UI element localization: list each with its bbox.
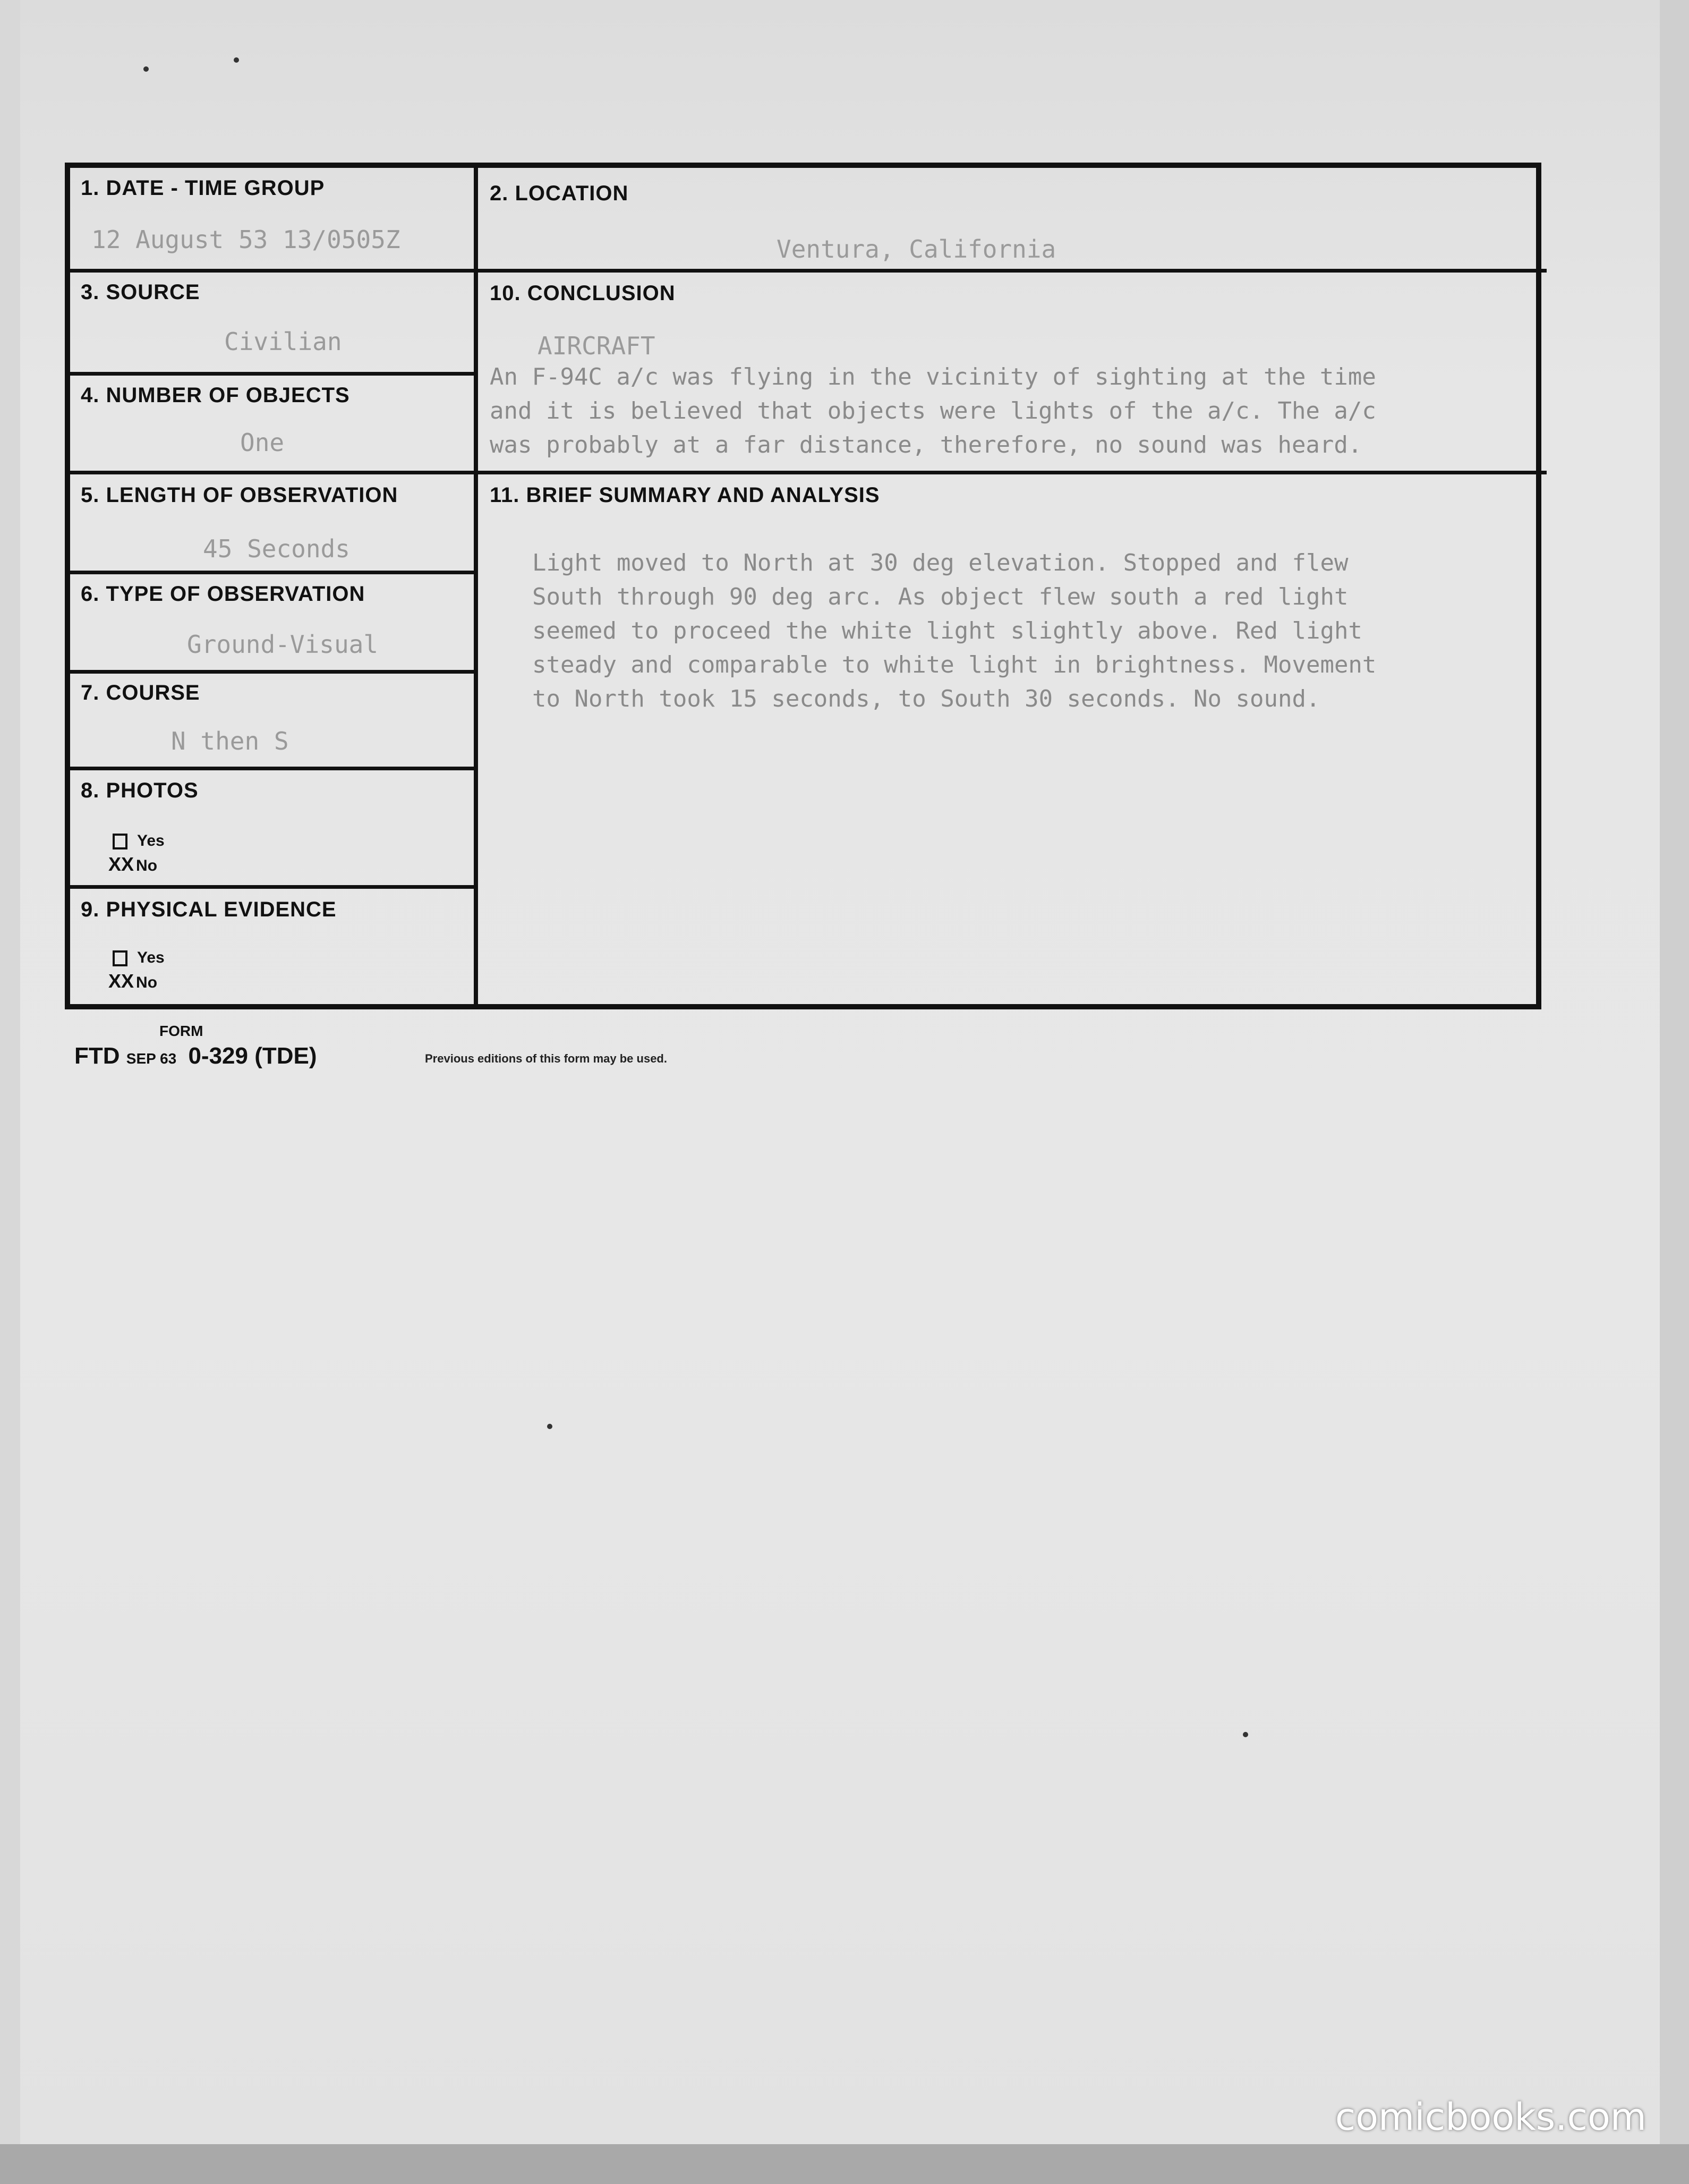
row-divider (70, 767, 474, 770)
scan-speck (234, 57, 239, 63)
row-divider (474, 269, 1547, 273)
watermark: comicbooks.com (1335, 2095, 1647, 2139)
source-label: 3. SOURCE (81, 281, 200, 304)
source-value: Civilian (224, 327, 342, 356)
column-divider (474, 168, 478, 1004)
date-time-label: 1. DATE - TIME GROUP (81, 176, 325, 200)
physical-evidence-no-option[interactable] (108, 970, 157, 992)
checked-x-icon: XX (108, 853, 134, 875)
footer-form-word: FORM (159, 1023, 203, 1039)
scan-edge-right (1660, 0, 1689, 2184)
scan-edge-bottom (0, 2144, 1689, 2184)
length-of-observation-label: 5. LENGTH OF OBSERVATION (81, 483, 398, 507)
number-of-objects-value: One (240, 428, 285, 457)
photos-no-label: No (136, 857, 158, 874)
footer-form-id (74, 1043, 317, 1069)
conclusion-label: 10. CONCLUSION (490, 282, 676, 305)
checkbox-empty-icon (113, 834, 127, 849)
scan-speck (1243, 1732, 1248, 1737)
photos-yes-option[interactable] (113, 832, 165, 850)
location-label: 2. LOCATION (490, 182, 629, 205)
summary-label: 11. BRIEF SUMMARY AND ANALYSIS (490, 483, 880, 507)
photos-no-option[interactable] (108, 853, 157, 876)
row-divider (70, 670, 474, 674)
location-value: Ventura, California (777, 235, 1056, 264)
scan-speck (547, 1424, 552, 1429)
physical-evidence-label: 9. PHYSICAL EVIDENCE (81, 898, 337, 921)
physical-evidence-no-label: No (136, 974, 158, 991)
checkbox-empty-icon (113, 950, 127, 966)
footer-sep: SEP 63 (126, 1050, 177, 1067)
row-divider (70, 471, 474, 474)
footer-ftd: FTD (74, 1043, 120, 1069)
scan-speck (143, 66, 149, 72)
date-time-value: 12 August 53 13/0505Z (91, 225, 400, 254)
summary-text: Light moved to North at 30 deg elevation. Stopped and flew South through 90 deg arc. As object flew south a red light seemed to proceed the white light slightly above. Red light steady and comparable to white light in brightness. Movement to North took 15 seconds, to South 30 seconds. No sound. (532, 549, 1377, 712)
physical-evidence-yes-option[interactable] (113, 949, 165, 967)
course-value: N then S (171, 727, 289, 755)
type-of-observation-value: Ground-Visual (187, 630, 379, 659)
row-divider (70, 269, 474, 273)
row-divider (70, 885, 474, 889)
footer-note: Previous editions of this form may be used. (425, 1052, 667, 1065)
scan-edge-left (0, 0, 20, 2184)
checked-x-icon: XX (108, 970, 134, 992)
photos-label: 8. PHOTOS (81, 779, 199, 802)
conclusion-text: An F-94C a/c was flying in the vicinity of sighting at the time and it is believed that objects were lights of the a/c. The a/c was probably at a far distance, therefore, no sound was heard. (490, 363, 1376, 458)
photos-yes-label: Yes (137, 832, 165, 849)
row-divider (474, 471, 1547, 474)
course-label: 7. COURSE (81, 681, 200, 704)
row-divider (70, 571, 474, 574)
footer-form-number: 0-329 (TDE) (188, 1043, 317, 1069)
number-of-objects-label: 4. NUMBER OF OBJECTS (81, 384, 350, 407)
physical-evidence-yes-label: Yes (137, 949, 165, 966)
report-form (65, 163, 1541, 1009)
length-of-observation-value: 45 Seconds (203, 534, 350, 563)
row-divider (70, 372, 474, 376)
conclusion-heading: AIRCRAFT (538, 332, 655, 360)
type-of-observation-label: 6. TYPE OF OBSERVATION (81, 582, 365, 606)
